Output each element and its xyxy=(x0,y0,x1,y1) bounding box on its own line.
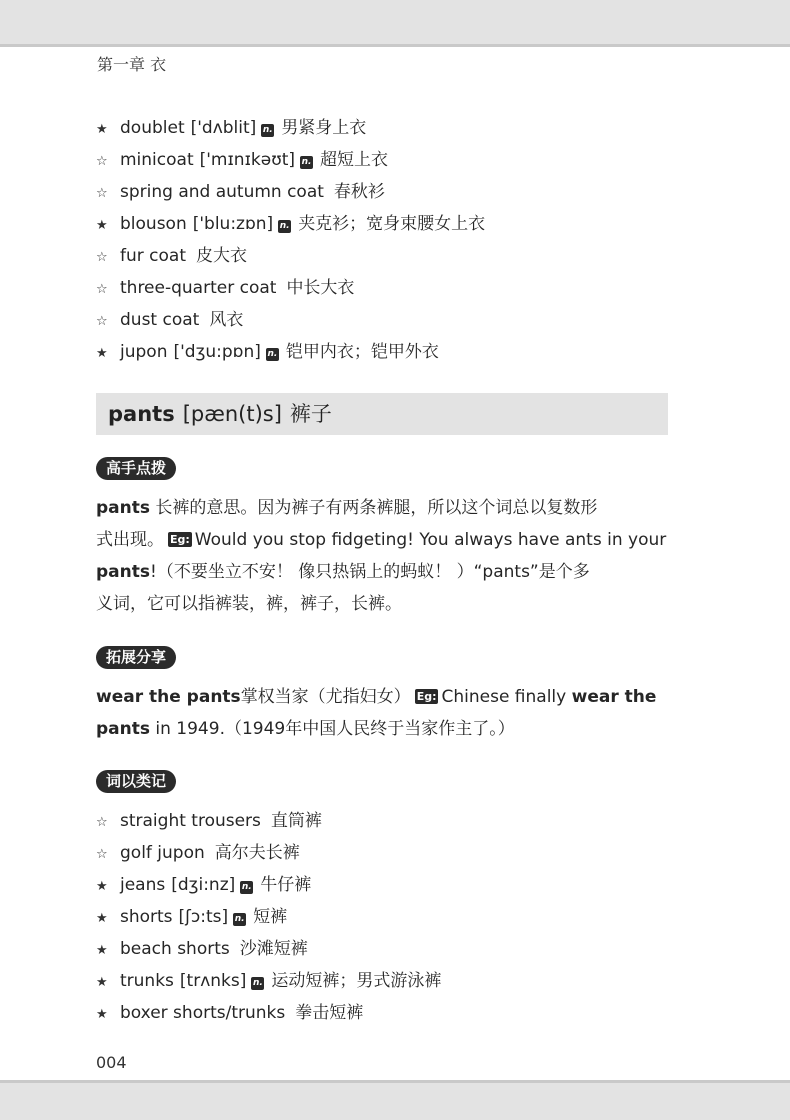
list-item xyxy=(96,869,441,901)
example-icon: Eg: xyxy=(416,690,437,703)
top-band xyxy=(0,0,790,44)
translation: 男紧身上衣 xyxy=(281,118,367,138)
example-icon: Eg: xyxy=(170,533,190,546)
translation: 短裤 xyxy=(253,907,288,927)
text: in 1949.（1949年中国人民终于当家作主了。） xyxy=(150,719,515,739)
translation: 超短上衣 xyxy=(320,150,389,170)
noun-icon: n. xyxy=(252,978,263,988)
phonetic: ['mɪnɪkəʊt] xyxy=(199,150,296,170)
keyword: pants xyxy=(96,498,150,518)
term: shorts xyxy=(120,907,173,927)
example-text: Chinese finally xyxy=(441,687,567,707)
vocab-list-bottom xyxy=(96,805,441,1029)
term: beach shorts xyxy=(120,939,230,959)
term: minicoat xyxy=(120,150,194,170)
list-item xyxy=(96,997,441,1029)
list-item xyxy=(96,304,485,336)
list-item xyxy=(96,112,485,144)
noun-icon: n. xyxy=(241,882,252,892)
list-item xyxy=(96,837,441,869)
extension-paragraph xyxy=(96,681,670,745)
list-item xyxy=(96,144,485,176)
term: jeans xyxy=(120,875,166,895)
term: trunks xyxy=(120,971,174,991)
phonetic: ['blu:zɒn] xyxy=(192,214,274,234)
noun-icon: n. xyxy=(234,914,245,924)
keyword: pants xyxy=(96,562,150,582)
phonetic: [trʌnks] xyxy=(179,971,247,991)
term: fur coat xyxy=(120,246,186,266)
term: three-quarter coat xyxy=(120,278,277,298)
term: dust coat xyxy=(120,310,200,330)
star-icon: ★ xyxy=(96,1007,108,1022)
translation: 中长大衣 xyxy=(286,278,355,298)
phonetic: [dʒi:nz] xyxy=(171,875,236,895)
list-item xyxy=(96,208,485,240)
term: blouson xyxy=(120,214,187,234)
list-item xyxy=(96,240,485,272)
star-icon: ☆ xyxy=(96,847,108,862)
term: boxer shorts/trunks xyxy=(120,1003,286,1023)
translation: 皮大衣 xyxy=(195,246,247,266)
term: doublet xyxy=(120,118,185,138)
page-number: 004 xyxy=(96,1053,127,1072)
star-icon: ★ xyxy=(96,879,108,894)
term: spring and autumn coat xyxy=(120,182,324,202)
term: golf jupon xyxy=(120,843,205,863)
list-item xyxy=(96,336,485,368)
list-item xyxy=(96,176,485,208)
section-label-related: 词以类记 xyxy=(96,770,176,793)
list-item xyxy=(96,901,441,933)
star-icon: ★ xyxy=(96,911,108,926)
star-icon: ★ xyxy=(96,975,108,990)
example-text: Would you stop fidgeting! You always have ants in your xyxy=(194,530,667,550)
star-icon: ☆ xyxy=(96,250,108,265)
phrase: wear the xyxy=(571,687,657,707)
translation: 沙滩短裤 xyxy=(239,939,308,959)
list-item xyxy=(96,933,441,965)
list-item xyxy=(96,272,485,304)
translation: 风衣 xyxy=(209,310,244,330)
star-icon: ★ xyxy=(96,346,108,361)
bottom-band xyxy=(0,1080,790,1120)
translation: 拳击短裤 xyxy=(295,1003,364,1023)
phrase: pants xyxy=(96,719,150,739)
entry-banner xyxy=(96,393,668,435)
translation: 春秋衫 xyxy=(333,182,385,202)
text: 义词，它可以指裤装，裤，裤子，长裤。 xyxy=(96,594,402,614)
translation: 牛仔裤 xyxy=(260,875,312,895)
entry-phonetic: [pæn(t)s] xyxy=(182,402,282,426)
translation: 夹克衫；宽身束腰女上衣 xyxy=(298,214,486,234)
star-icon: ★ xyxy=(96,943,108,958)
entry-meaning: 裤子 xyxy=(289,402,332,426)
text: 式出现。 xyxy=(96,530,164,550)
star-icon: ★ xyxy=(96,122,108,137)
term: straight trousers xyxy=(120,811,261,831)
section-label-tips: 高手点拨 xyxy=(96,457,176,480)
noun-icon: n. xyxy=(262,125,273,135)
noun-icon: n. xyxy=(279,221,290,231)
text: 长裤的意思。因为裤子有两条裤腿，所以这个词总以复数形 xyxy=(150,498,598,518)
chapter-header: 第一章 衣 xyxy=(97,55,167,74)
star-icon: ☆ xyxy=(96,282,108,297)
star-icon: ☆ xyxy=(96,154,108,169)
noun-icon: n. xyxy=(267,349,278,359)
star-icon: ☆ xyxy=(96,186,108,201)
phonetic: [ʃɔ:ts] xyxy=(178,907,229,927)
tips-paragraph xyxy=(96,492,670,620)
star-icon: ☆ xyxy=(96,815,108,830)
translation: 运动短裤；男式游泳裤 xyxy=(271,971,442,991)
translation: 铠甲内衣；铠甲外衣 xyxy=(285,342,439,362)
translation: 高尔夫长裤 xyxy=(214,843,300,863)
list-item xyxy=(96,965,441,997)
text: 掌权当家（尤指妇女） xyxy=(240,687,411,707)
phonetic: ['dʌblit] xyxy=(190,118,257,138)
translation: 直筒裤 xyxy=(270,811,322,831)
star-icon: ☆ xyxy=(96,314,108,329)
star-icon: ★ xyxy=(96,218,108,233)
noun-icon: n. xyxy=(301,157,312,167)
section-label-extension: 拓展分享 xyxy=(96,646,176,669)
text: !（不要坐立不安！ 像只热锅上的蚂蚁！ ）“pants”是个多 xyxy=(150,562,590,582)
vocab-list-top xyxy=(96,112,485,368)
list-item xyxy=(96,805,441,837)
entry-word: pants xyxy=(108,402,175,426)
phrase: wear the pants xyxy=(96,687,241,707)
term: jupon xyxy=(120,342,168,362)
phonetic: ['dʒu:pɒn] xyxy=(173,342,261,362)
top-rule xyxy=(0,44,790,47)
